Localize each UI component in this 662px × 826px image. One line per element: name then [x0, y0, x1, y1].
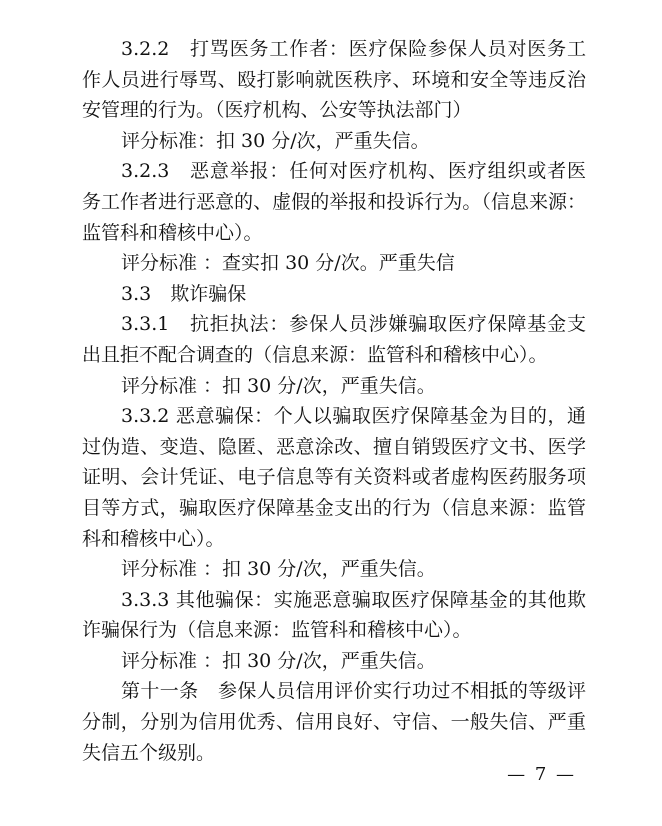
- clause-3-2-2: 3.2.2 打骂医务工作者：医疗保险参保人员对医务工作人员进行辱骂、殴打影响就医秩序、环境和安全等违反治安管理的行为。（医疗机构、公安等执法部门）: [82, 38, 586, 122]
- scoring-standard: 评分标准 ：查实扣 30 分/次。严重失信: [121, 252, 455, 275]
- clause-3-3-2: 3.3.2 恶意骗保：个人以骗取医疗保障基金为目的，通过伪造、变造、隐匿、恶意涂改、擅自销毁医疗文书、医学证明、会计凭证、电子信息等有关资料或者虚构医药服务项目等方式，骗取医疗保障基金支出的行为（信息来源：监管科和稽核中心）。: [82, 405, 586, 550]
- section-3-3-heading: 3.3 欺诈骗保: [121, 282, 247, 305]
- article-11: 第十一条 参保人员信用评价实行功过不相抵的等级评分制，分别为信用优秀、信用良好、守信、一般失信、严重失信五个级别。: [82, 680, 586, 764]
- scoring-standard: 评分标准：扣 30 分/次，严重失信。: [121, 129, 430, 152]
- clause-3-2-3: 3.2.3 恶意举报：任何对医疗机构、医疗组织或者医务工作者进行恶意的、虚假的举报和投诉行为。（信息来源：监管科和稽核中心）。: [82, 160, 586, 244]
- page-number: — 7 —: [507, 764, 576, 785]
- clause-3-3-1: 3.3.1 抗拒执法：参保人员涉嫌骗取医疗保障基金支出且拒不配合调查的（信息来源：监管科和稽核中心）。: [82, 313, 586, 366]
- document-page: [82, 34, 586, 768]
- scoring-standard: 评分标准 ：扣 30 分/次，严重失信。: [121, 374, 436, 397]
- scoring-standard: 评分标准 ：扣 30 分/次，严重失信。: [121, 649, 436, 672]
- scoring-standard: 评分标准 ：扣 30 分/次，严重失信。: [121, 558, 436, 581]
- clause-3-3-3: 3.3.3 其他骗保：实施恶意骗取医疗保障基金的其他欺诈骗保行为（信息来源：监管科和稽核中心）。: [82, 588, 586, 642]
